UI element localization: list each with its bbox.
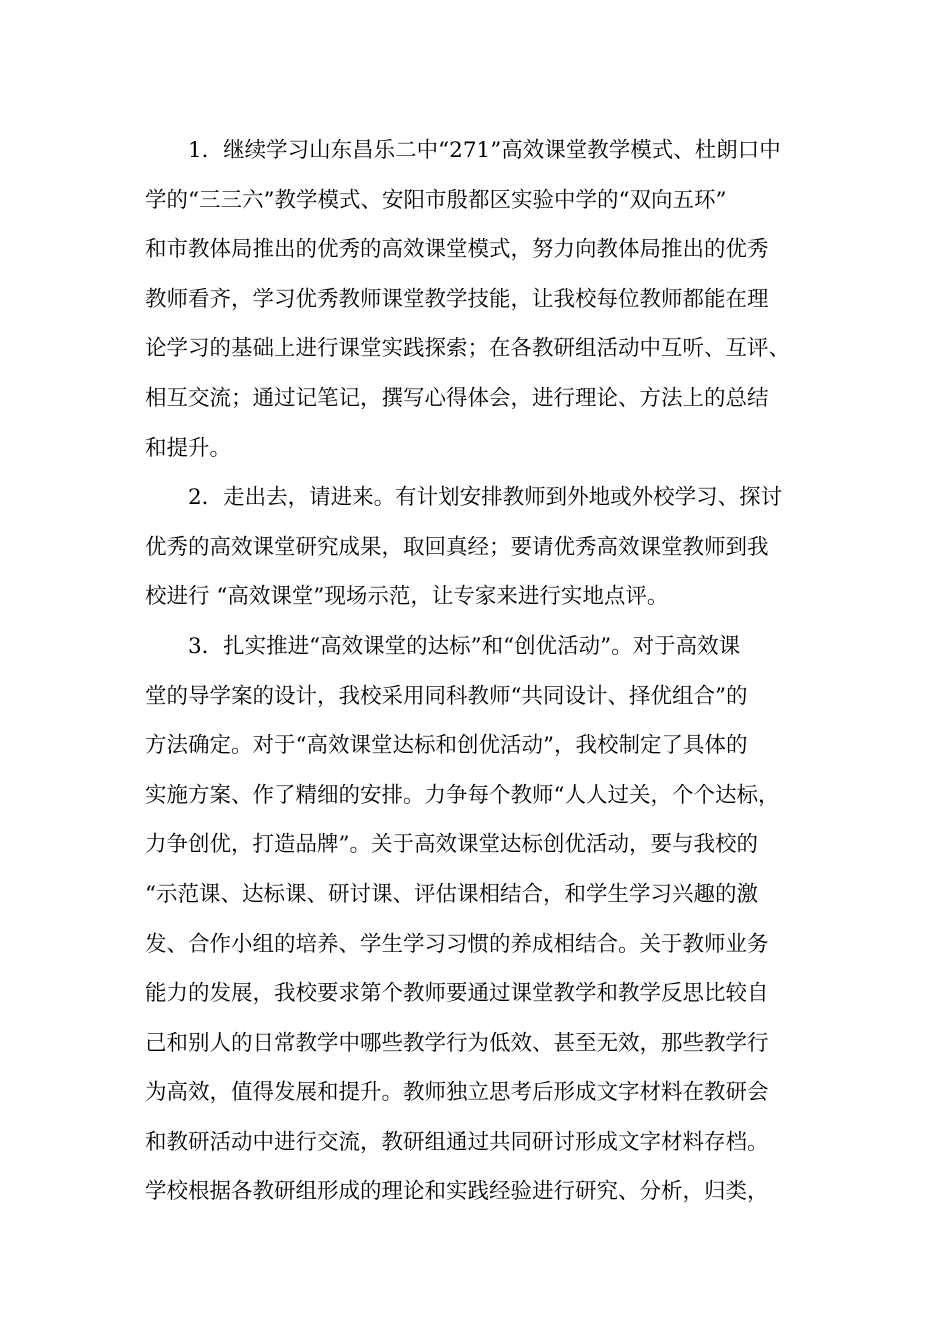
- text-line: 实施方案、作了精细的安排。力争每个教师“人人过关，个个达标，: [145, 782, 780, 808]
- paragraph-3: [145, 622, 815, 1217]
- text-line: 优秀的高效课堂研究成果，取回真经；要请优秀高效课堂教师到我: [145, 534, 769, 560]
- text-line: 和提升。: [145, 435, 232, 461]
- text-line: 相互交流；通过记笔记，撰写心得体会，进行理论、方法上的总结: [145, 385, 769, 411]
- text-line: 发、合作小组的培养、学生学习习惯的养成相结合。关于教师业务: [145, 931, 769, 957]
- text-line: 和市教体局推出的优秀的高效课堂模式，努力向教体局推出的优秀: [145, 237, 769, 263]
- text-line: 力争创优，打造品牌”。关于高效课堂达标创优活动，要与我校的: [145, 832, 758, 858]
- text-line: 和教研活动中进行交流，教研组通过共同研讨形成文字材料存档。: [145, 1129, 769, 1155]
- text-line: 2．走出去，请进来。有计划安排教师到外地或外校学习、探讨: [188, 485, 783, 511]
- text-line: 3．扎实推进“高效课堂的达标”和“创优活动”。对于高效课: [188, 633, 741, 659]
- paragraph-2: [145, 473, 815, 622]
- text-line: 己和别人的日常教学中哪些教学行为低效、甚至无效，那些教学行: [145, 1030, 769, 1056]
- text-line: 为高效，值得发展和提升。教师独立思考后形成文字材料在教研会: [145, 1080, 769, 1106]
- text-line: 学校根据各教研组形成的理论和实践经验进行研究、分析，归类，: [145, 1179, 769, 1205]
- text-line: 方法确定。对于“高效课堂达标和创优活动”，我校制定了具体的: [145, 733, 748, 759]
- text-line: 校进行 “高效课堂”现场示范，让专家来进行实地点评。: [145, 584, 669, 610]
- document-body: [145, 126, 815, 1217]
- paragraph-1: [145, 126, 815, 473]
- text-line: 1．继续学习山东昌乐二中“271”高效课堂教学模式、杜朗口中: [188, 138, 781, 163]
- text-line: 学的“三三六”教学模式、安阳市殷都区实验中学的“双向五环”: [145, 187, 727, 213]
- text-line: 能力的发展，我校要求第个教师要通过课堂教学和教学反思比较自: [145, 981, 769, 1007]
- text-line: 教师看齐，学习优秀教师课堂教学技能，让我校每位教师都能在理: [145, 286, 769, 312]
- text-line: “示范课、达标课、研讨课、评估课相结合，和学生学习兴趣的激: [145, 881, 758, 907]
- text-line: 论学习的基础上进行课堂实践探索；在各教研组活动中互听、互评、: [145, 336, 791, 362]
- text-line: 堂的导学案的设计，我校采用同科教师“共同设计、择优组合”的: [145, 683, 748, 709]
